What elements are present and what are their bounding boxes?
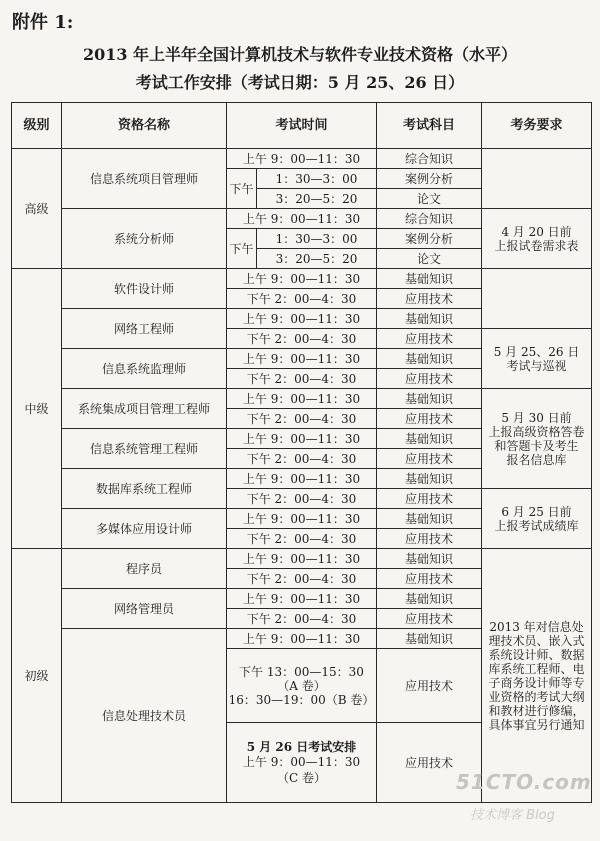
qual-cell: 系统分析师: [62, 209, 227, 269]
qual-cell: 程序员: [62, 549, 227, 589]
subject-cell: 论文: [377, 249, 482, 269]
notes-cell-empty: [482, 149, 592, 209]
day2-title: 5 月 26 日考试安排: [246, 739, 357, 754]
table-row: [12, 149, 592, 169]
header-level: 级别: [12, 103, 62, 149]
qual-cell: 信息系统管理工程师: [62, 429, 227, 469]
notes-cell-3: [482, 389, 592, 489]
subject-cell: 基础知识: [377, 309, 482, 329]
subject-cell: 基础知识: [377, 389, 482, 409]
notes-cell-5: [482, 549, 592, 803]
table-row: [12, 269, 592, 289]
subject-cell: 基础知识: [377, 429, 482, 449]
subject-cell: 基础知识: [377, 349, 482, 369]
subject-cell: 综合知识: [377, 149, 482, 169]
time-cell: 下午 2：00—4：30: [227, 489, 377, 509]
notes-cell-2: [482, 329, 592, 389]
document-title-line-1: 2013 年上半年全国计算机技术与软件专业技术资格（水平）: [82, 45, 518, 64]
day2-time: 上午 9：00—11：30 （C 卷）: [242, 754, 361, 785]
time-cell: 3：20—5：20: [257, 189, 377, 209]
table-row: [12, 549, 592, 569]
time-cell: 下午 2：00—4：30: [227, 329, 377, 349]
subject-cell: 基础知识: [377, 629, 482, 649]
time-cell-day2: [227, 723, 377, 803]
qual-cell: 系统集成项目管理工程师: [62, 389, 227, 429]
subject-cell: 应用技术: [377, 529, 482, 549]
level-junior: 初级: [12, 549, 62, 803]
header-time: 考试时间: [227, 103, 377, 149]
note-2: 5 月 25、26 日 考试与巡视: [493, 344, 580, 373]
time-cell: 3：20—5：20: [257, 249, 377, 269]
subject-cell: 应用技术: [377, 449, 482, 469]
qual-cell: 信息系统项目管理师: [62, 149, 227, 209]
subject-cell: 基础知识: [377, 589, 482, 609]
subject-cell: 基础知识: [377, 469, 482, 489]
time-cell: 下午 2：00—4：30: [227, 289, 377, 309]
time-cell: 上午 9：00—11：30: [227, 589, 377, 609]
header-requirements: 考务要求: [482, 103, 592, 149]
note-3: 5 月 30 日前 上报高级资格答卷 和答题卡及考生 报名信息库: [488, 410, 585, 467]
level-senior: 高级: [12, 149, 62, 269]
time-cell: 下午 2：00—4：30: [227, 569, 377, 589]
time-cell: 上午 9：00—11：30: [227, 549, 377, 569]
note-5: 2013 年对信息处 理技术员、嵌入式 系统设计师、数据 库系统工程师、电 子商务设计师等专 业资格的考试大纲 和教材进行修编， 具体事宜另行通知: [488, 619, 585, 732]
subject-cell: 基础知识: [377, 509, 482, 529]
qual-cell: 多媒体应用设计师: [62, 509, 227, 549]
time-cell: 上午 9：00—11：30: [227, 209, 377, 229]
table-row: [12, 389, 592, 409]
table-header-row: [12, 103, 592, 149]
notes-cell-empty: [482, 269, 592, 329]
time-cell: 上午 9：00—11：30: [227, 349, 377, 369]
subject-cell: 应用技术: [377, 289, 482, 309]
subject-cell: 案例分析: [377, 169, 482, 189]
time-cell: 上午 9：00—11：30: [227, 469, 377, 489]
time-cell: 下午 2：00—4：30: [227, 609, 377, 629]
time-cell: 下午 2：00—4：30: [227, 449, 377, 469]
time-cell: 上午 9：00—11：30: [227, 269, 377, 289]
note-4: 6 月 25 日前 上报考试成绩库: [494, 504, 579, 533]
subject-cell: 应用技术: [377, 369, 482, 389]
header-subject: 考试科目: [377, 103, 482, 149]
document-title-line-2: 考试工作安排（考试日期：5 月 25、26 日）: [135, 73, 465, 92]
subject-cell: 综合知识: [377, 209, 482, 229]
subject-cell: 基础知识: [377, 549, 482, 569]
time-cell: 上午 9：00—11：30: [227, 629, 377, 649]
subject-cell: 应用技术: [377, 409, 482, 429]
subject-cell: 应用技术: [377, 569, 482, 589]
qual-cell: 网络管理员: [62, 589, 227, 629]
time-cell: 上午 9：00—11：30: [227, 309, 377, 329]
time-cell: 下午 2：00—4：30: [227, 409, 377, 429]
table-row: [12, 209, 592, 229]
subject-cell: 基础知识: [377, 269, 482, 289]
notes-cell-1: [482, 209, 592, 269]
time-cell: 1：30—3：00: [257, 169, 377, 189]
attachment-label: 附件 1:: [12, 12, 74, 33]
time-cell: 1：30—3：00: [257, 229, 377, 249]
subject-cell: 应用技术: [377, 723, 482, 803]
subject-cell: 论文: [377, 189, 482, 209]
subject-cell: 应用技术: [377, 329, 482, 349]
subject-cell: 应用技术: [377, 489, 482, 509]
time-cell: 上午 9：00—11：30: [227, 509, 377, 529]
time-cell: 下午 13：00—15：30 （A 卷） 16：30—19：00（B 卷）: [227, 649, 377, 723]
qual-cell: 信息处理技术员: [62, 629, 227, 803]
pm-label: 下午: [227, 229, 257, 269]
watermark-subtitle: 技术博客 Blog: [470, 808, 555, 823]
subject-cell: 应用技术: [377, 649, 482, 723]
time-cell: 上午 9：00—11：30: [227, 389, 377, 409]
subject-cell: 案例分析: [377, 229, 482, 249]
notes-cell-4: [482, 489, 592, 549]
watermark-logo: 51CTO.com: [456, 770, 592, 794]
qual-cell: 数据库系统工程师: [62, 469, 227, 509]
qual-cell: 软件设计师: [62, 269, 227, 309]
qual-cell: 网络工程师: [62, 309, 227, 349]
header-qualification: 资格名称: [62, 103, 227, 149]
time-cell: 下午 2：00—4：30: [227, 369, 377, 389]
subject-cell: 应用技术: [377, 609, 482, 629]
time-cell: 下午 2：00—4：30: [227, 529, 377, 549]
exam-schedule-table: [11, 102, 592, 803]
level-middle: 中级: [12, 269, 62, 549]
pm-label: 下午: [227, 169, 257, 209]
time-cell: 上午 9：00—11：30: [227, 429, 377, 449]
note-1: 4 月 20 日前 上报试卷需求表: [494, 224, 579, 253]
qual-cell: 信息系统监理师: [62, 349, 227, 389]
time-cell: 上午 9：00—11：30: [227, 149, 377, 169]
